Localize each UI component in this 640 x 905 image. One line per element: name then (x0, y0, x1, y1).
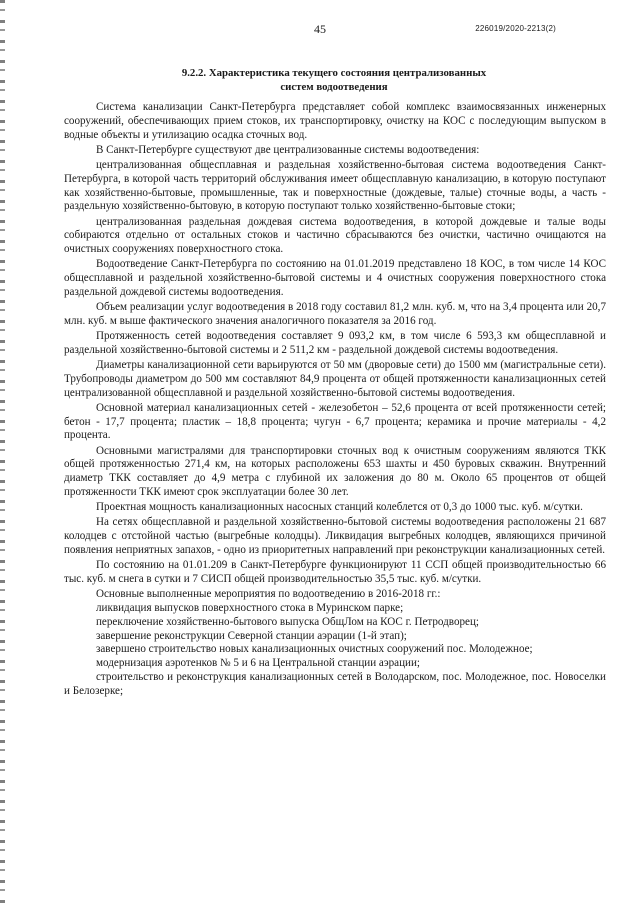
paragraph-snow-melting: По состоянию на 01.01.209 в Санкт-Петербурге функционируют 11 ССП общей производительностью 66 тыс. куб. м снега в сутки и 7 СИСП общей производительностью 35,5 тыс. куб. м/сутки. (64, 559, 606, 585)
list-item: переключение хозяйственно-бытового выпуска ОбщЛом на КОС г. Петродворец; (96, 615, 479, 628)
paragraph-systems-intro: В Санкт-Петербурге существуют две централизованные системы водоотведения: (96, 143, 480, 156)
paragraph-diameters: Диаметры канализационной сети варьируются от 50 мм (дворовые сети) до 1500 мм (магистральные сети). Трубопроводы диаметром до 500 мм составляют 84,9 процента от общей протяженности канализационных сетей централизованной общесплавной и раздельной хозяйственно-бытовой системы водоотведения. (64, 359, 606, 399)
section-heading (60, 66, 608, 94)
paragraph-treatment-plants: Водоотведение Санкт-Петербурга по состоянию на 01.01.2019 представлено 18 КОС, в том числе 14 КОС общесплавной и раздельной хозяйственно-бытовой системы и 4 очистных сооружения поверхностного стока раздельной дождевой системы водоотведения. (64, 258, 606, 298)
list-item: строительство и реконструкция канализационных сетей в Володарском, пос. Молодежное, пос. Новоселки и Белозерке; (64, 670, 606, 697)
paragraph-wells: На сетях общесплавной и раздельной хозяйственно-бытовой системы водоотведения расположены 21 687 колодцев с отстойной частью (выгребные колодцы). Ликвидация выгребных колодцев, являющихся причиной появления неприятных запахов, - одно из приоритетных направлений при реконструкции канализационных сетей. (64, 516, 606, 556)
paragraph-service-volume: Объем реализации услуг водоотведения в 2018 году составил 81,2 млн. куб. м, что на 3,4 процента или 20,7 млн. куб. м выше фактического значения аналогичного показателя за 2016 год. (64, 301, 606, 327)
paragraph-tunnel-collectors: Основными магистралями для транспортировки сточных вод к очистным сооружениям являются ТКК общей протяженностью 271,4 км, на которых расположены 653 шахты и 450 буровых скважин. Внутренний диаметр ТКК составляет до 4,9 метра с глубиной их заложения до 80 м. Около 65 процентов от общей протяженности ТКК имеют срок эксплуатации более 30 лет. (64, 444, 606, 499)
document-code: 226019/2020-2213(2) (475, 24, 556, 33)
document-body (64, 101, 606, 699)
paragraph-measures-intro: Основные выполненные мероприятия по водоотведению в 2016-2018 гг.: (96, 588, 441, 601)
scan-binding-edge (0, 0, 5, 905)
section-heading-line-2: систем водоотведения (280, 81, 388, 93)
paragraph-materials: Основной материал канализационных сетей - железобетон – 52,6 процента от всей протяженности сетей; бетон - 17,7 процента; пластик – 18,8 процента; чугун - 6,7 процента; керамика и прочие материалы - 4,2 процента. (64, 401, 606, 442)
list-item: модернизация аэротенков № 5 и 6 на Центральной станции аэрации; (96, 657, 420, 670)
paragraph-storm-system: централизованная раздельная дождевая система водоотведения, в которой дождевые и талые воды собираются отдельно от остальных стоков и частично сбрасываются без очистки, частично очищаются на очистных сооружениях поверхностного стока. (64, 215, 606, 256)
list-item: завершение реконструкции Северной станции аэрации (1-й этап); (96, 629, 407, 642)
section-heading-line-1: 9.2.2. Характеристика текущего состояния централизованных (181, 67, 487, 79)
paragraph-intro: Система канализации Санкт-Петербурга представляет собой комплекс взаимосвязанных инженерных сооружений, обеспечивающих прием стоков, их транспортировку, очистку на КОС с последующим выпуском в водные объекты и утилизацию осадка сточных вод. (64, 101, 606, 141)
paragraph-network-length: Протяженность сетей водоотведения составляет 9 093,2 км, в том числе 6 593,3 км общесплавной и раздельной хозяйственно-бытовой системы и 2 511,2 км - раздельной дождевой системы водоотведения. (64, 330, 606, 356)
list-item: ликвидация выпусков поверхностного стока в Муринском парке; (96, 601, 404, 614)
page-number: 45 (314, 22, 326, 36)
paragraph-pumping-stations: Проектная мощность канализационных насосных станций колеблется от 0,3 до 1000 тыс. куб. м/сутки. (96, 501, 583, 514)
paragraph-combined-system: централизованная общесплавная и раздельная хозяйственно-бытовая система водоотведения Санкт-Петербурга, в которой часть территорий обслуживания имеет общесплавную канализацию, в которую поступают как хозяйственно-бытовые, промышленные, так и поверхностные (дождевые, талые) сточные воды, а часть - раздельную хозяйственно-бытовую, в которую поступают только хозяйственно-бытовые стоки; (64, 158, 606, 213)
list-item: завершено строительство новых канализационных очистных сооружений пос. Молодежное; (96, 643, 533, 656)
